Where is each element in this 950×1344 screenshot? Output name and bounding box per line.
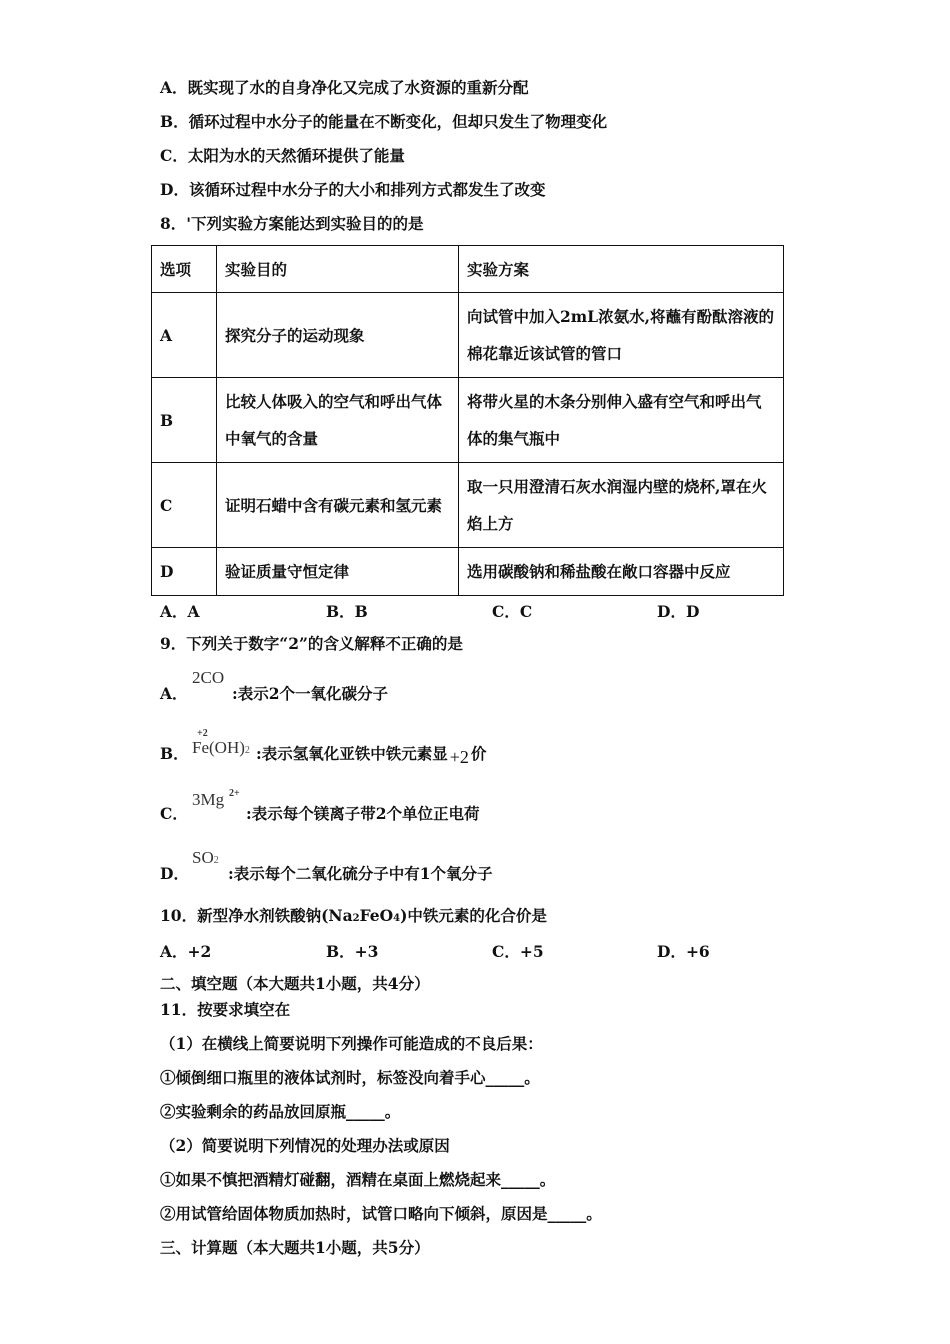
q7-option-a: A．既实现了水的自身净化又完成了水资源的重新分配 <box>160 78 529 97</box>
row-goal: 比较人体吸入的空气和呼出气体中氧气的含量 <box>217 378 459 463</box>
q9-stem: 9．下列关于数字“2”的含义解释不正确的是 <box>160 634 463 653</box>
q7-option-b: B．循环过程中水分子的能量在不断变化，但却只发生了物理变化 <box>160 112 608 131</box>
q9-d-label: D． <box>160 864 189 883</box>
q9-d-formula: SO2 <box>192 848 219 867</box>
table-header-row <box>152 246 784 293</box>
q11-part2: （2）简要说明下列情况的处理办法或原因 <box>160 1136 450 1155</box>
table-row <box>152 378 784 463</box>
q11-part1: （1）在横线上简要说明下列操作可能造成的不良后果： <box>160 1034 543 1053</box>
q7-option-d: D．该循环过程中水分子的大小和排列方式都发生了改变 <box>160 180 546 199</box>
row-option: A <box>152 293 217 378</box>
q10-option-a: A．+2 <box>160 942 212 961</box>
q8-option-d: D．D <box>657 602 700 621</box>
row-goal: 证明石蜡中含有碳元素和氢元素 <box>217 463 459 548</box>
table-row <box>152 463 784 548</box>
q9-option-c <box>160 784 860 844</box>
q9-option-d <box>160 844 860 904</box>
q9-b-valence: +2 <box>197 728 208 739</box>
q8-option-b: B．B <box>326 602 368 621</box>
q10-option-b: B．+3 <box>326 942 379 961</box>
q10-options <box>160 940 800 960</box>
q9-c-label: C． <box>160 804 188 823</box>
q8-stem: 8．'下列实验方案能达到实验目的的是 <box>160 214 424 233</box>
q9-b-value: +2 <box>449 747 469 767</box>
header-plan: 实验方案 <box>459 246 784 293</box>
table-row <box>152 548 784 596</box>
q10-stem: 10．新型净水剂铁酸钠(Na2FeO4)中铁元素的化合价是 <box>160 906 547 925</box>
q9-a-text: :表示2个一氧化碳分子 <box>232 684 389 703</box>
q9-c-charge: 2+ <box>229 788 240 799</box>
row-plan: 将带火星的木条分别伸入盛有空气和呼出气体的集气瓶中 <box>459 378 784 463</box>
q9-a-label: A． <box>160 684 188 703</box>
q9-b-label: B． <box>160 744 189 763</box>
row-plan: 选用碳酸钠和稀盐酸在敞口容器中反应 <box>459 548 784 596</box>
q9-option-a <box>160 664 860 724</box>
q9-b-formula: Fe(OH)2 <box>192 738 250 757</box>
q8-options <box>160 600 800 620</box>
q9-d-text: :表示每个二氧化硫分子中有1个氧分子 <box>228 864 493 883</box>
q9-c-formula: 3Mg <box>192 790 225 809</box>
row-option: B <box>152 378 217 463</box>
q9-b-text: :表示氢氧化亚铁中铁元素显 +2 价 <box>256 744 487 767</box>
section-heading-calc: 三、计算题（本大题共1小题，共5分） <box>160 1238 430 1257</box>
row-goal: 验证质量守恒定律 <box>217 548 459 596</box>
row-plan: 取一只用澄清石灰水润湿内壁的烧杯,罩在火焰上方 <box>459 463 784 548</box>
header-option: 选项 <box>152 246 217 293</box>
q7-option-c: C．太阳为水的天然循环提供了能量 <box>160 146 405 165</box>
row-option: C <box>152 463 217 548</box>
row-plan: 向试管中加入2mL浓氨水,将蘸有酚酞溶液的棉花靠近该试管的管口 <box>459 293 784 378</box>
q8-option-c: C．C <box>492 602 533 621</box>
q9-a-formula: 2CO <box>192 668 225 687</box>
row-goal: 探究分子的运动现象 <box>217 293 459 378</box>
header-goal: 实验目的 <box>217 246 459 293</box>
q11-part2-b: ②用试管给固体物质加热时，试管口略向下倾斜，原因是_____。 <box>160 1204 602 1223</box>
q10-option-d: D．+6 <box>657 942 710 961</box>
q11-part1-b: ②实验剩余的药品放回原瓶_____。 <box>160 1102 401 1121</box>
q9-b-subscript: 2 <box>244 745 250 756</box>
section-heading-fill: 二、填空题（本大题共1小题，共4分） <box>160 974 430 993</box>
q8-option-a: A．A <box>160 602 200 621</box>
experiment-table <box>151 245 784 596</box>
q10-option-c: C．+5 <box>492 942 544 961</box>
q11-part2-a: ①如果不慎把酒精灯碰翻，酒精在桌面上燃烧起来_____。 <box>160 1170 556 1189</box>
q9-d-subscript: 2 <box>213 855 219 866</box>
q9-option-b <box>160 724 860 784</box>
row-option: D <box>152 548 217 596</box>
q11-stem: 11．按要求填空在 <box>160 1000 291 1019</box>
q9-c-text: :表示每个镁离子带2个单位正电荷 <box>246 804 480 823</box>
q11-part1-a: ①倾倒细口瓶里的液体试剂时，标签没向着手心_____。 <box>160 1068 540 1087</box>
table-row <box>152 293 784 378</box>
